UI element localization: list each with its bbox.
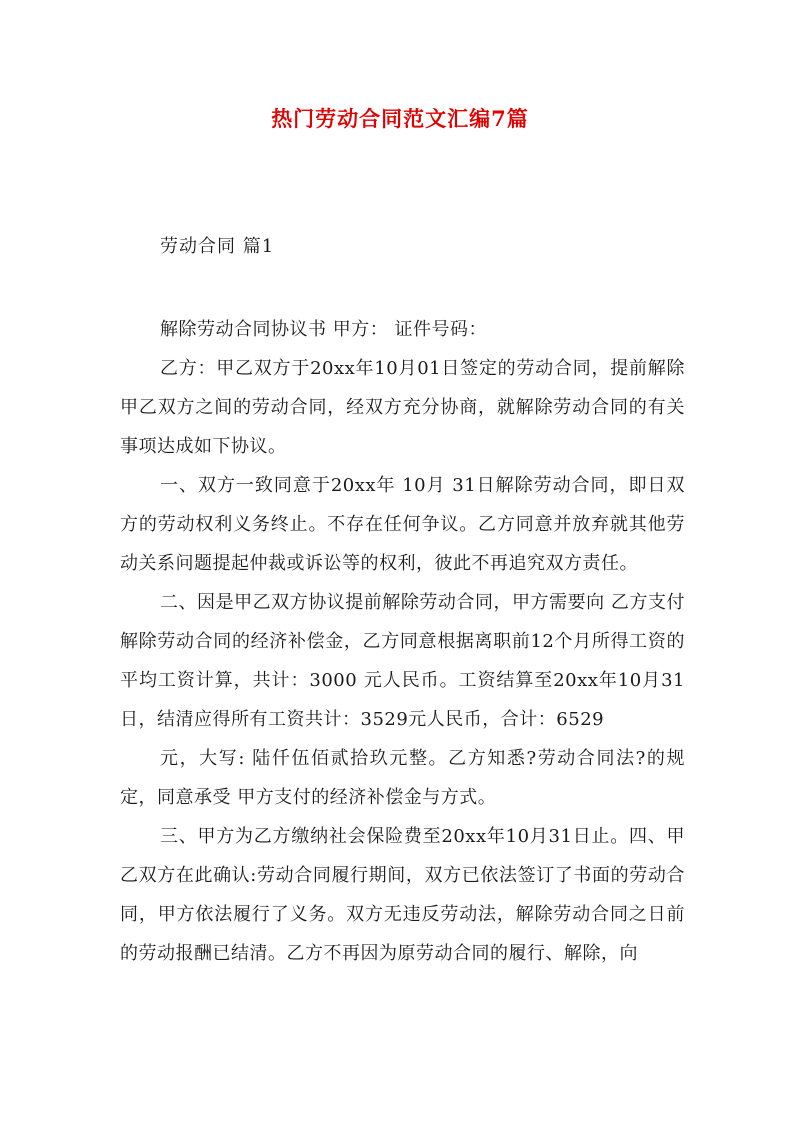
- document-title: 热门劳动合同范文汇编7篇: [271, 106, 529, 131]
- paragraph-agreement-header: 解除劳动合同协议书 甲方： 证件号码：: [160, 319, 487, 340]
- paragraph-clause-1: 一、双方一致同意于20xx年 10月 31日解除劳动合同，即日双方的劳动权利义务终止。不存在任何争议。乙方同意并放弃就其他劳动关系问题提起仲裁或诉讼等的权利，彼此不再追究双方责任。: [120, 475, 685, 574]
- document-body: [120, 310, 685, 973]
- paragraph-clause-2: 二、因是甲乙双方协议提前解除劳动合同，甲方需要向 乙方支付解除劳动合同的经济补偿金，乙方同意根据离职前12个月所得工资的平均工资计算，共计：3000 元人民币。工资结算至20xx年10月31日，结清应得所有工资共计：3529元人民币，合计：6529: [120, 592, 685, 730]
- paragraph-party-b: 乙方：甲乙双方于20xx年10月01日签定的劳动合同，提前解除甲乙双方之间的劳动合同，经双方充分协商，就解除劳动合同的有关事项达成如下协议。: [120, 358, 685, 457]
- paragraph-clause-2-continued: 元，大写: 陆仟伍佰贰拾玖元整。乙方知悉?劳动合同法?的规定，同意承受 甲方支付的经济补偿金与方式。: [120, 748, 685, 808]
- paragraph-clause-3-4: 三、甲方为乙方缴纳社会保险费至20xx年10月31日止。四、甲乙双方在此确认:劳动合同履行期间，双方已依法签订了书面的劳动合同，甲方依法履行了义务。双方无违反劳动法，解除劳动合同之日前的劳动报酬已结清。乙方不再因为原劳动合同的履行、解除，向: [120, 826, 685, 964]
- section-heading: 劳动合同 篇1: [160, 236, 275, 257]
